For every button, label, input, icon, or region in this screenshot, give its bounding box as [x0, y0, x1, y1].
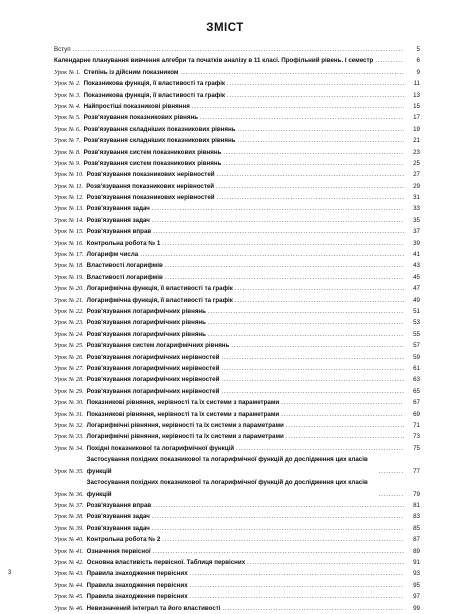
- page-ref: 79: [413, 490, 420, 498]
- page-ref: 17: [413, 114, 420, 122]
- lesson-topic: Розв'язування логарифмічних рівнянь: [86, 330, 206, 338]
- lesson-number: Урок № 22.: [54, 307, 84, 315]
- toc-entry: [54, 169, 420, 180]
- page-ref: 41: [413, 251, 420, 259]
- toc-entry: [54, 352, 420, 363]
- lesson-number: Урок № 18.: [54, 262, 84, 270]
- lesson-number: Урок № 28.: [54, 376, 84, 384]
- toc-entry: [54, 135, 420, 146]
- toc-entry: [54, 568, 420, 579]
- dot-leader: [152, 523, 404, 534]
- lesson-topic: Правила знаходження первісних: [86, 593, 188, 601]
- lesson-topic: Розв'язування показникових нерівностей: [86, 171, 215, 179]
- lesson-topic: Контрольна робота № 2: [86, 536, 161, 544]
- lesson-number: Урок № 42.: [54, 559, 84, 567]
- page-ref: 97: [413, 593, 420, 601]
- lesson-topic: Логарифмічні рівняння, нерівності та їх системи з параметрами: [86, 433, 284, 441]
- page-ref: 25: [413, 159, 420, 167]
- toc-entry: [54, 249, 420, 260]
- page-ref: 75: [413, 444, 420, 452]
- lesson-topic: Календарне планування вивчення алгебри та початків аналізу в 11 класі. Профільний рівень. І семестр: [54, 57, 374, 65]
- toc-entry: [54, 67, 420, 78]
- page-ref: 33: [413, 205, 420, 213]
- dot-leader: [216, 181, 404, 192]
- page-ref: 31: [413, 194, 420, 202]
- page-ref: 27: [413, 171, 420, 179]
- table-of-contents: [54, 44, 420, 614]
- lesson-number: Урок № 15.: [54, 228, 84, 236]
- lesson-topic: Логарифмічні рівняння, нерівності та їх системи з параметрами: [86, 421, 284, 429]
- page-ref: 83: [413, 513, 420, 521]
- page-title: ЗМІСТ: [206, 22, 244, 34]
- lesson-number: Урок № 1.: [54, 68, 81, 76]
- lesson-topic: Розв'язування задач: [86, 205, 150, 213]
- toc-entry: [54, 477, 420, 500]
- page-ref: 49: [413, 296, 420, 304]
- lesson-number: Урок № 5.: [54, 114, 81, 122]
- lesson-topic: Розв'язування вправ: [86, 228, 152, 236]
- toc-entry: [54, 397, 420, 408]
- lesson-number: Урок № 44.: [54, 581, 84, 589]
- toc-entry: [54, 44, 420, 55]
- lesson-topic: Розв'язування задач: [86, 216, 150, 224]
- lesson-topic: Розв'язування показникових нерівностей: [86, 182, 215, 190]
- page-ref: 21: [413, 137, 420, 145]
- page-ref: 11: [413, 80, 420, 88]
- lesson-number: Урок № 24.: [54, 330, 84, 338]
- lesson-topic: Розв'язування задач: [86, 524, 150, 532]
- page-ref: 43: [413, 262, 420, 270]
- lesson-number: Урок № 20.: [54, 285, 84, 293]
- page-ref: 6: [416, 57, 420, 65]
- page-ref: 13: [413, 91, 420, 99]
- page-ref: 95: [413, 581, 420, 589]
- dot-leader: [221, 386, 404, 397]
- dot-leader: [152, 215, 404, 226]
- dot-leader: [236, 443, 404, 454]
- lesson-number: Урок № 4.: [54, 102, 81, 110]
- page-ref: 59: [413, 353, 420, 361]
- toc-entry: [54, 409, 420, 420]
- toc-entry: [54, 454, 420, 477]
- toc-entry: [54, 511, 420, 522]
- dot-leader: [217, 192, 404, 203]
- lesson-topic: Властивості логарифмів: [86, 273, 163, 281]
- toc-entry: [54, 215, 420, 226]
- dot-leader: [227, 90, 404, 101]
- toc-entry: [54, 283, 420, 294]
- lesson-number: Урок № 37.: [54, 502, 84, 510]
- dot-leader: [281, 409, 404, 420]
- toc-entry: [54, 420, 420, 431]
- dot-leader: [153, 500, 404, 511]
- toc-entry: [54, 238, 420, 249]
- lesson-topic: Розв'язування показникових рівнянь: [83, 114, 199, 122]
- page-ref: 65: [413, 387, 420, 395]
- toc-entry: [54, 260, 420, 271]
- lesson-topic: Похідні показникової та логарифмічної функцій: [86, 444, 235, 452]
- lesson-number: Урок № 38.: [54, 513, 84, 521]
- dot-leader: [190, 580, 404, 591]
- lesson-number: Урок № 30.: [54, 399, 84, 407]
- lesson-topic: Розв'язування логарифмічних рівнянь: [86, 307, 206, 315]
- lesson-number: Урок № 21.: [54, 296, 84, 304]
- lesson-topic: Вступ: [54, 46, 71, 53]
- toc-entry: [54, 101, 420, 112]
- lesson-topic: Правила знаходження первісних: [86, 581, 188, 589]
- page-ref: 87: [413, 536, 420, 544]
- lesson-topic: Розв'язування показникових нерівностей: [86, 194, 215, 202]
- lesson-topic: Розв'язування логарифмічних рівнянь: [86, 319, 206, 327]
- lesson-number: Урок № 39.: [54, 524, 84, 532]
- lesson-number: Урок № 9.: [54, 159, 81, 167]
- lesson-number: Урок № 40.: [54, 536, 84, 544]
- lesson-number: Урок № 23.: [54, 319, 84, 327]
- page-ref: 71: [413, 421, 420, 429]
- lesson-number: Урок № 16.: [54, 239, 84, 247]
- dot-leader: [247, 557, 404, 568]
- lesson-topic: Показникова функція, її властивості та графік: [83, 91, 226, 99]
- lesson-number: Урок № 41.: [54, 547, 84, 555]
- dot-leader: [235, 283, 404, 294]
- dot-leader: [238, 124, 404, 135]
- toc-entry: [54, 317, 420, 328]
- dot-leader: [235, 295, 404, 306]
- page-ref: 39: [413, 239, 420, 247]
- dot-leader: [140, 249, 404, 260]
- lesson-topic: Контрольна робота № 1: [86, 239, 161, 247]
- dot-leader: [379, 466, 404, 477]
- dot-leader: [162, 238, 404, 249]
- toc-entry: [54, 500, 420, 511]
- dot-leader: [286, 420, 404, 431]
- page-ref: 77: [413, 467, 420, 475]
- toc-entry: [54, 226, 420, 237]
- lesson-number: Урок № 10.: [54, 171, 84, 179]
- page-ref: 5: [416, 46, 420, 53]
- lesson-number: Урок № 29.: [54, 387, 84, 395]
- dot-leader: [181, 67, 404, 78]
- toc-entry: [54, 181, 420, 192]
- page-ref: 37: [413, 228, 420, 236]
- lesson-topic: Степінь із дійсним показником: [83, 68, 179, 76]
- dot-leader: [221, 363, 404, 374]
- lesson-topic: Розв'язування систем показникових рівнянь: [83, 159, 222, 167]
- toc-entry: [54, 90, 420, 101]
- lesson-topic: Властивості логарифмів: [86, 262, 163, 270]
- lesson-topic: Показникова функція, її властивості та графік: [83, 80, 226, 88]
- lesson-number: Урок № 32.: [54, 421, 84, 429]
- lesson-number: Урок № 19.: [54, 273, 84, 281]
- toc-entry: [54, 534, 420, 545]
- lesson-topic: Логарифм числа: [86, 251, 139, 259]
- lesson-topic: Розв'язування задач: [86, 513, 150, 521]
- page-ref: 23: [413, 148, 420, 156]
- page-ref: 81: [413, 502, 420, 510]
- page-ref: 29: [413, 182, 420, 190]
- dot-leader: [238, 135, 404, 146]
- lesson-topic: Логарифмічна функція, її властивості та графік: [86, 296, 233, 304]
- toc-entry: [54, 158, 420, 169]
- lesson-topic: Правила знаходження первісних: [86, 570, 188, 578]
- lesson-topic: Розв'язування вправ: [86, 502, 152, 510]
- dot-leader: [73, 44, 404, 55]
- toc-entry: [54, 443, 420, 454]
- page-ref: 45: [413, 273, 420, 281]
- lesson-number: Урок № 34.: [54, 444, 84, 452]
- page-ref: 73: [413, 433, 420, 441]
- lesson-topic: Розв'язування систем логарифмічних рівнянь: [86, 342, 230, 350]
- dot-leader: [221, 374, 404, 385]
- toc-entry: [54, 192, 420, 203]
- dot-leader: [221, 352, 404, 363]
- toc-entry: [54, 431, 420, 442]
- lesson-topic: Невизначений інтеграл та його властивості: [86, 604, 221, 612]
- dot-leader: [217, 169, 404, 180]
- lesson-topic: Застосування похідних показникової та логарифмічної функцій до дослідження цих класів функцій: [86, 456, 368, 475]
- lesson-number: Урок № 46.: [54, 604, 84, 612]
- page-ref: 93: [413, 570, 420, 578]
- toc-entry: [54, 203, 420, 214]
- toc-entry: [54, 340, 420, 351]
- lesson-number: Урок № 31.: [54, 410, 84, 418]
- toc-entry: [54, 603, 420, 614]
- page-ref: 57: [413, 342, 420, 350]
- dot-leader: [223, 603, 404, 614]
- page-ref: 91: [413, 559, 420, 567]
- lesson-topic: Означення первісної: [86, 547, 151, 555]
- dot-leader: [152, 203, 404, 214]
- toc-entry: [54, 295, 420, 306]
- dot-leader: [153, 546, 404, 557]
- dot-leader: [192, 101, 404, 112]
- dot-leader: [153, 226, 404, 237]
- toc-entry: [54, 124, 420, 135]
- dot-leader: [231, 340, 404, 351]
- lesson-number: Урок № 27.: [54, 364, 84, 372]
- dot-leader: [375, 55, 404, 66]
- dot-leader: [162, 534, 404, 545]
- lesson-topic: Розв'язування логарифмічних нерівностей: [86, 376, 220, 384]
- dot-leader: [281, 397, 404, 408]
- dot-leader: [190, 591, 404, 602]
- page-ref: 61: [413, 364, 420, 372]
- dot-leader: [379, 489, 404, 500]
- lesson-number: Урок № 13.: [54, 205, 84, 213]
- toc-entry: [54, 55, 420, 66]
- lesson-number: Урок № 26.: [54, 353, 84, 361]
- lesson-number: Урок № 7.: [54, 137, 81, 145]
- toc-entry: [54, 557, 420, 568]
- toc-entry: [54, 78, 420, 89]
- toc-entry: [54, 546, 420, 557]
- lesson-number: Урок № 17.: [54, 251, 84, 259]
- dot-leader: [165, 272, 404, 283]
- lesson-topic: Розв'язування складніших показникових рівнянь: [83, 137, 236, 145]
- dot-leader: [152, 511, 404, 522]
- lesson-number: Урок № 2.: [54, 80, 81, 88]
- page-ref: 85: [413, 524, 420, 532]
- lesson-topic: Показникові рівняння, нерівності та їх системи з параметрами: [86, 410, 280, 418]
- dot-leader: [208, 317, 404, 328]
- toc-entry: [54, 523, 420, 534]
- dot-leader: [286, 431, 404, 442]
- dot-leader: [208, 306, 404, 317]
- lesson-number: Урок № 25.: [54, 342, 84, 350]
- page-ref: 55: [413, 330, 420, 338]
- toc-entry: [54, 147, 420, 158]
- toc-entry: [54, 272, 420, 283]
- dot-leader: [223, 158, 404, 169]
- lesson-number: Урок № 6.: [54, 125, 81, 133]
- toc-entry: [54, 112, 420, 123]
- toc-entry: [54, 329, 420, 340]
- dot-leader: [165, 260, 404, 271]
- page-ref: 9: [416, 68, 420, 76]
- page-ref: 63: [413, 376, 420, 384]
- lesson-topic: Застосування похідних показникової та логарифмічної функцій до дослідження цих класів функцій: [86, 479, 368, 498]
- lesson-number: Урок № 3.: [54, 91, 81, 99]
- lesson-number: Урок № 11.: [54, 182, 84, 190]
- lesson-number: Урок № 45.: [54, 593, 84, 601]
- toc-entry: [54, 363, 420, 374]
- dot-leader: [208, 329, 404, 340]
- lesson-number: Урок № 12.: [54, 194, 84, 202]
- lesson-topic: Логарифмічна функція, її властивості та графік: [86, 285, 233, 293]
- lesson-number: Урок № 8.: [54, 148, 81, 156]
- page-ref: 51: [413, 307, 420, 315]
- lesson-topic: Розв'язування логарифмічних нерівностей: [86, 364, 220, 372]
- lesson-topic: Найпростіші показникові рівняння: [83, 102, 190, 110]
- toc-entry: [54, 591, 420, 602]
- page-ref: 67: [413, 399, 420, 407]
- toc-entry: [54, 580, 420, 591]
- page-ref: 19: [413, 125, 420, 133]
- dot-leader: [227, 78, 404, 89]
- toc-entry: [54, 386, 420, 397]
- page-ref: 99: [413, 604, 420, 612]
- page-ref: 53: [413, 319, 420, 327]
- lesson-number: Урок № 33.: [54, 433, 84, 441]
- lesson-number: Урок № 14.: [54, 216, 84, 224]
- lesson-number: Урок № 35.: [54, 467, 84, 475]
- page-number: 3: [8, 570, 12, 576]
- dot-leader: [190, 568, 404, 579]
- lesson-number: Урок № 36.: [54, 490, 84, 498]
- toc-entry: [54, 306, 420, 317]
- lesson-topic: Розв'язування логарифмічних нерівностей: [86, 387, 220, 395]
- lesson-number: Урок № 43.: [54, 570, 84, 578]
- lesson-topic: Розв'язування логарифмічних нерівностей: [86, 353, 220, 361]
- dot-leader: [200, 112, 404, 123]
- page-ref: 35: [413, 216, 420, 224]
- toc-entry: [54, 374, 420, 385]
- lesson-topic: Показникові рівняння, нерівності та їх системи з параметрами: [86, 399, 280, 407]
- lesson-topic: Основна властивість первісної. Таблиця первісних: [86, 559, 246, 567]
- lesson-topic: Розв'язування систем показникових рівнянь: [83, 148, 222, 156]
- page-ref: 15: [413, 102, 420, 110]
- page-ref: 69: [413, 410, 420, 418]
- lesson-topic: Розв'язування складніших показникових рівнянь: [83, 125, 236, 133]
- dot-leader: [223, 147, 404, 158]
- page-ref: 89: [413, 547, 420, 555]
- page-ref: 47: [413, 285, 420, 293]
